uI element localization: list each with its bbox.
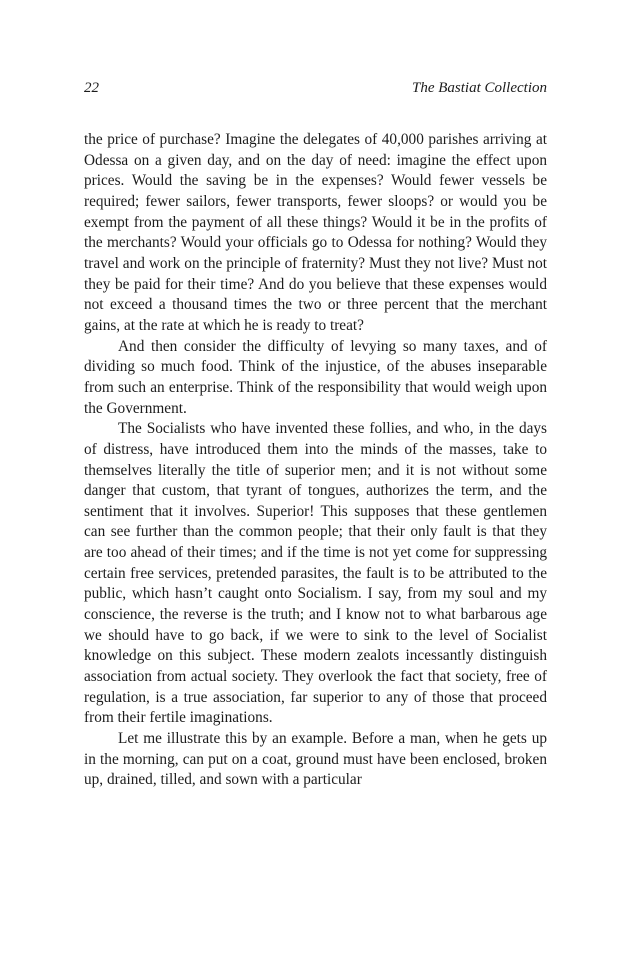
paragraph: And then consider the difficulty of levying so many taxes, and of dividing so much food. Think of the injustice, of the abuses inseparable from such an enterprise. Think of the responsibility that would weigh upon the Government. — [84, 337, 547, 417]
paragraph: Let me illustrate this by an example. Before a man, when he gets up in the morning, can put on a coat, ground must have been enclosed, broken up, drained, tilled, and sown with a particular — [84, 730, 547, 789]
body-text — [84, 130, 547, 791]
paragraph: The Socialists who have invented these follies, and who, in the days of distress, have introduced them into the minds of the masses, take to themselves literally the title of superior men; and it is not without some danger that custom, that tyrant of tongues, authorizes the term, and the sentiment that it involves. Superior! This supposes that these gentlemen can see further than the common people; that their only fault is that they are too ahead of their times; and if the time is not yet come for suppressing certain free services, pretended parasites, the fault is to be attributed to the public, which hasn’t caught onto Socialism. I say, from my soul and my conscience, the reverse is the truth; and I know not to what barbarous age we should have to go back, if we were to sink to the level of Socialist knowledge on this subject. These modern zealots incessantly distinguish association from actual society. They overlook the fact that society, free of regulation, is a true association, far superior to any of those that proceed from their fertile imaginations. — [84, 420, 547, 727]
book-title: The Bastiat Collection — [412, 80, 547, 96]
book-page — [84, 78, 547, 791]
page-number: 22 — [84, 80, 99, 96]
paragraph-continued: the price of purchase? Imagine the delegates of 40,000 parishes arriving at Odessa on a given day, and on the day of need: imagine the effect upon prices. Would the saving be in the expenses? Would fewer vessels be required; fewer sailors, fewer transports, fewer sloops? or would you be exempt from the payment of all these things? Would it be in the profits of the merchants? Would your officials go to Odessa for nothing? Would they travel and work on the principle of fraternity? Must they not live? Must not they be paid for their time? And do you believe that these expenses would not exceed a thousand times the two or three percent that the merchant gains, at the rate at which he is ready to treat? — [84, 131, 547, 334]
running-head — [84, 78, 547, 98]
